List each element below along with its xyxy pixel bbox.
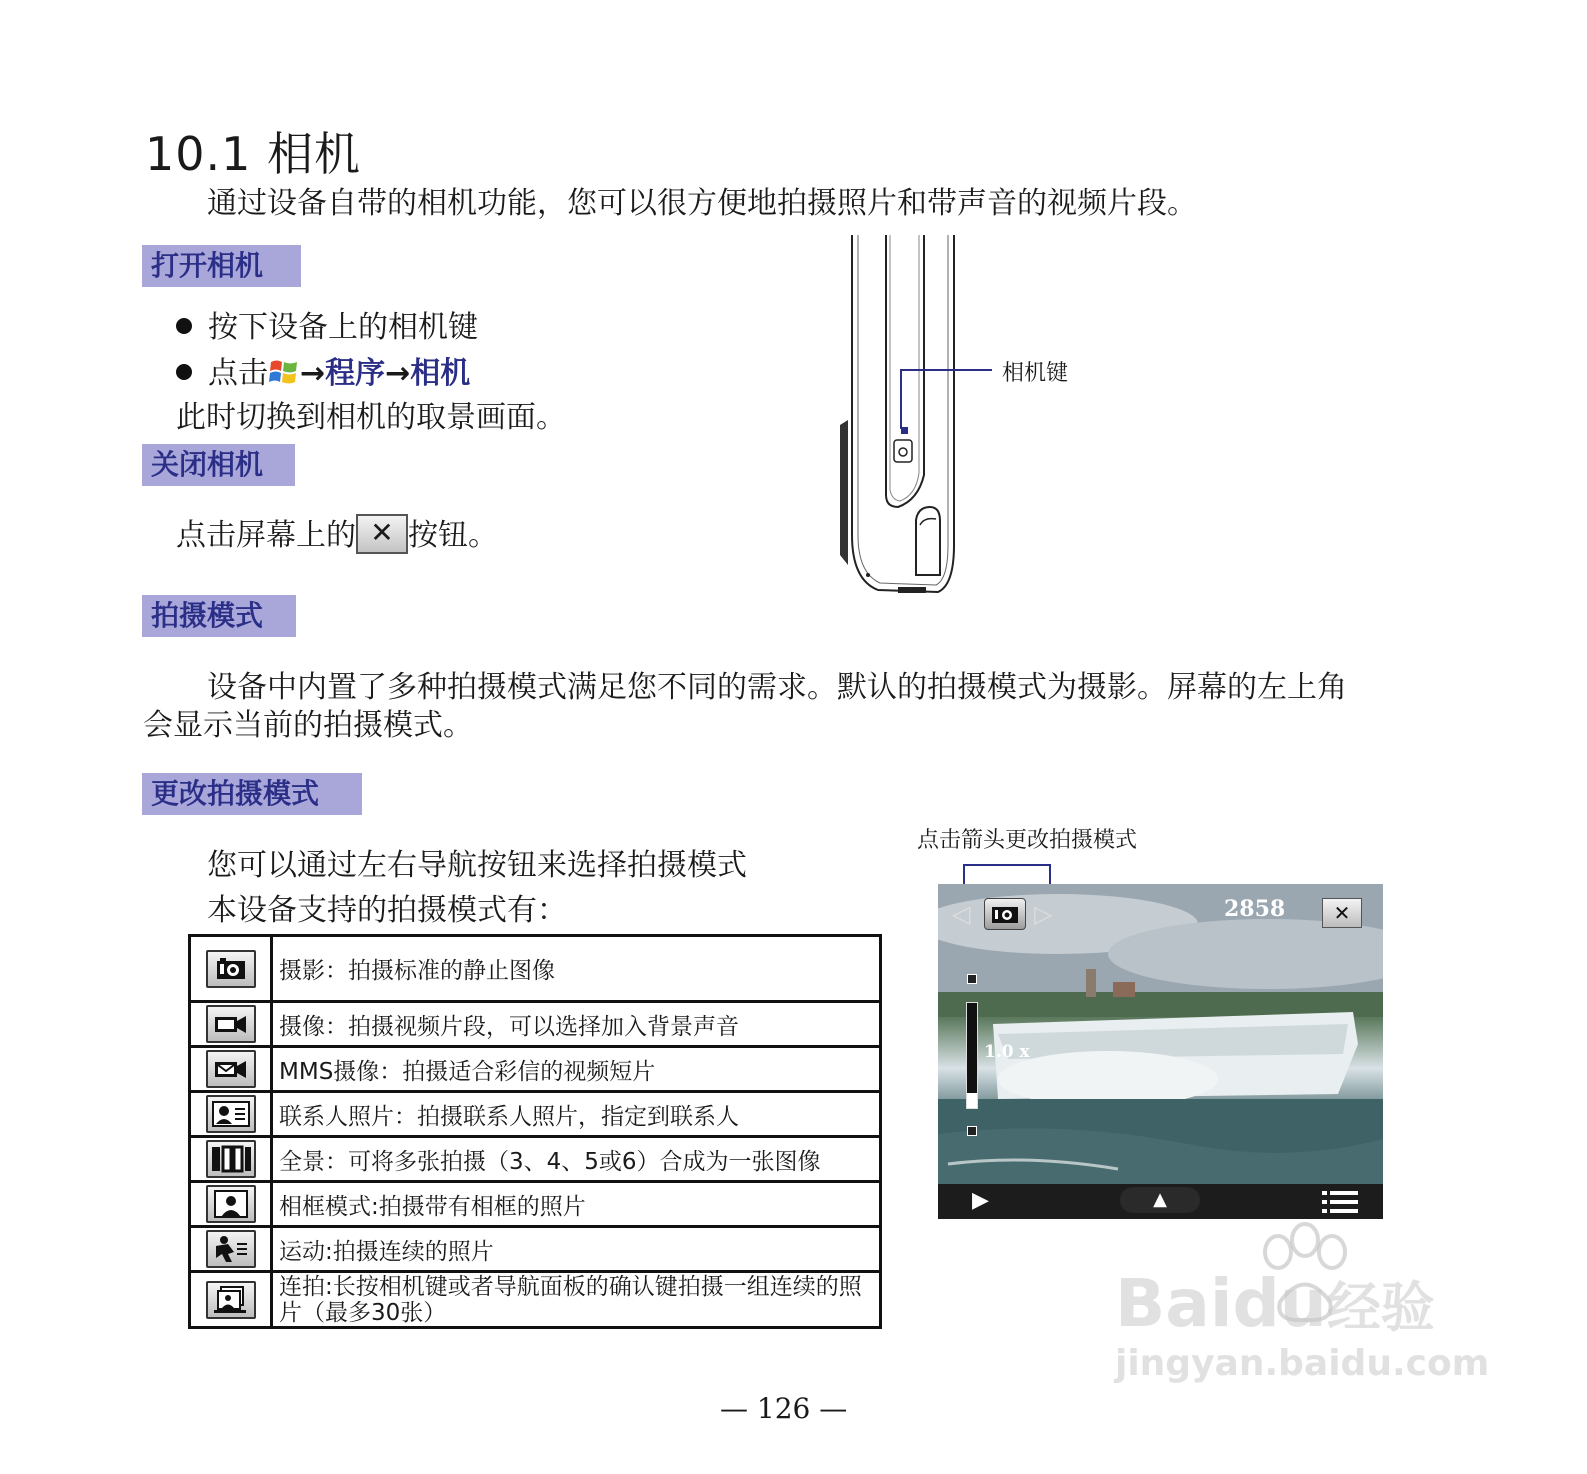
watermark-brand: Baidu经验 [1115,1265,1435,1342]
mode-description: MMS摄像：拍摄适合彩信的视频短片 [272,1047,881,1092]
shoot-mode-heading: 拍摄模式 [142,595,296,637]
switch-note: 此时切换到相机的取景画面。 [176,400,566,435]
bullet-start-menu: 点击 →程序→相机 [176,348,470,392]
video-icon [206,1005,256,1043]
mode-description: 相框模式:拍摄带有相框的照片 [272,1182,881,1227]
mode-description: 摄像：拍摄视频片段，可以选择加入背景声音 [272,1002,881,1047]
shoot-mode-line2: 会显示当前的拍摄模式。 [143,708,473,743]
mode-icon-cell [190,1137,272,1182]
bullet-camera-key: 按下设备上的相机键 [176,302,478,346]
table-row [190,1272,881,1328]
mode-icon-cell [190,1047,272,1092]
zoom-out-icon[interactable] [967,1126,977,1136]
camera-viewfinder [938,884,1383,1219]
zoom-in-icon[interactable] [967,974,977,984]
page-number: — 126 — [720,1392,848,1425]
watermark-url: jingyan.baidu.com [1115,1343,1490,1384]
close-icon[interactable]: ✕ [1322,898,1362,928]
expand-up-icon[interactable]: ▲ [1120,1187,1200,1213]
change-mode-heading: 更改拍摄模式 [142,773,362,815]
device-side-illustration [828,235,968,595]
table-row [190,1092,881,1137]
table-row [190,936,881,1002]
zoom-slider[interactable] [966,1002,978,1109]
mode-description: 联系人照片：拍摄联系人照片，指定到联系人 [272,1092,881,1137]
sports-icon [206,1230,256,1268]
change-mode-line2: 本设备支持的拍摄模式有： [207,893,567,928]
camera-icon [206,950,256,988]
panorama-icon [206,1140,256,1178]
close-camera-heading: 关闭相机 [142,444,295,486]
camera-key-label: 相机键 [1002,361,1069,386]
mode-icon-cell [190,1227,272,1272]
change-mode-line1: 您可以通过左右导航按钮来选择拍摄模式 [207,848,747,883]
mode-description: 连拍:长按相机键或者导航面板的确认键拍摄一组连续的照片（最多30张） [272,1272,881,1328]
play-icon[interactable]: ▶ [972,1188,989,1213]
current-mode-camera-icon[interactable] [984,898,1026,930]
table-row [190,1002,881,1047]
intro-text: 通过设备自带的相机功能，您可以很方便地拍摄照片和带声音的视频片段。 [207,186,1197,221]
mode-icon-cell [190,1002,272,1047]
mode-right-arrow-icon[interactable]: ▷ [1034,900,1053,928]
close-instruction: 点击屏幕上的 ✕ 按钮。 [176,515,498,553]
open-camera-heading: 打开相机 [142,245,301,287]
remaining-shots-count: 2858 [1224,896,1286,922]
mode-description: 运动:拍摄连续的照片 [272,1227,881,1272]
pointer-line [900,369,992,371]
bottom-toolbar [938,1184,1383,1219]
table-row [190,1227,881,1272]
burst-icon [206,1281,256,1319]
frame-icon [206,1185,256,1223]
zoom-level: 1.0 x [984,1042,1030,1062]
table-row [190,1182,881,1227]
modes-table [188,934,882,1329]
pointer-line [900,369,902,429]
zoom-slider-fill [967,1093,977,1108]
shoot-mode-line1: 设备中内置了多种拍摄模式满足您不同的需求。默认的拍摄模式为摄影。屏幕的左上角 [207,670,1347,705]
mode-icon-cell [190,1092,272,1137]
close-x-icon: ✕ [356,514,408,554]
table-row [190,1047,881,1092]
mode-icon-cell [190,936,272,1002]
table-row [190,1137,881,1182]
mms-video-icon [206,1050,256,1088]
windows-start-icon [268,356,300,388]
bullet-icon [176,318,192,334]
mode-description: 摄影：拍摄标准的静止图像 [272,936,881,1002]
page-title: 10.1 相机 [145,127,362,181]
mode-icon-cell [190,1182,272,1227]
pointer-dot [901,427,908,434]
screen-caption: 点击箭头更改拍摄模式 [917,828,1138,853]
mode-left-arrow-icon[interactable]: ◁ [952,900,971,928]
contact-photo-icon [206,1095,256,1133]
mode-icon-cell [190,1272,272,1328]
menu-list-icon[interactable] [1322,1190,1358,1214]
mode-description: 全景：可将多张拍摄（3、4、5或6）合成为一张图像 [272,1137,881,1182]
caption-bracket [963,864,1051,886]
bullet-icon [176,364,192,380]
